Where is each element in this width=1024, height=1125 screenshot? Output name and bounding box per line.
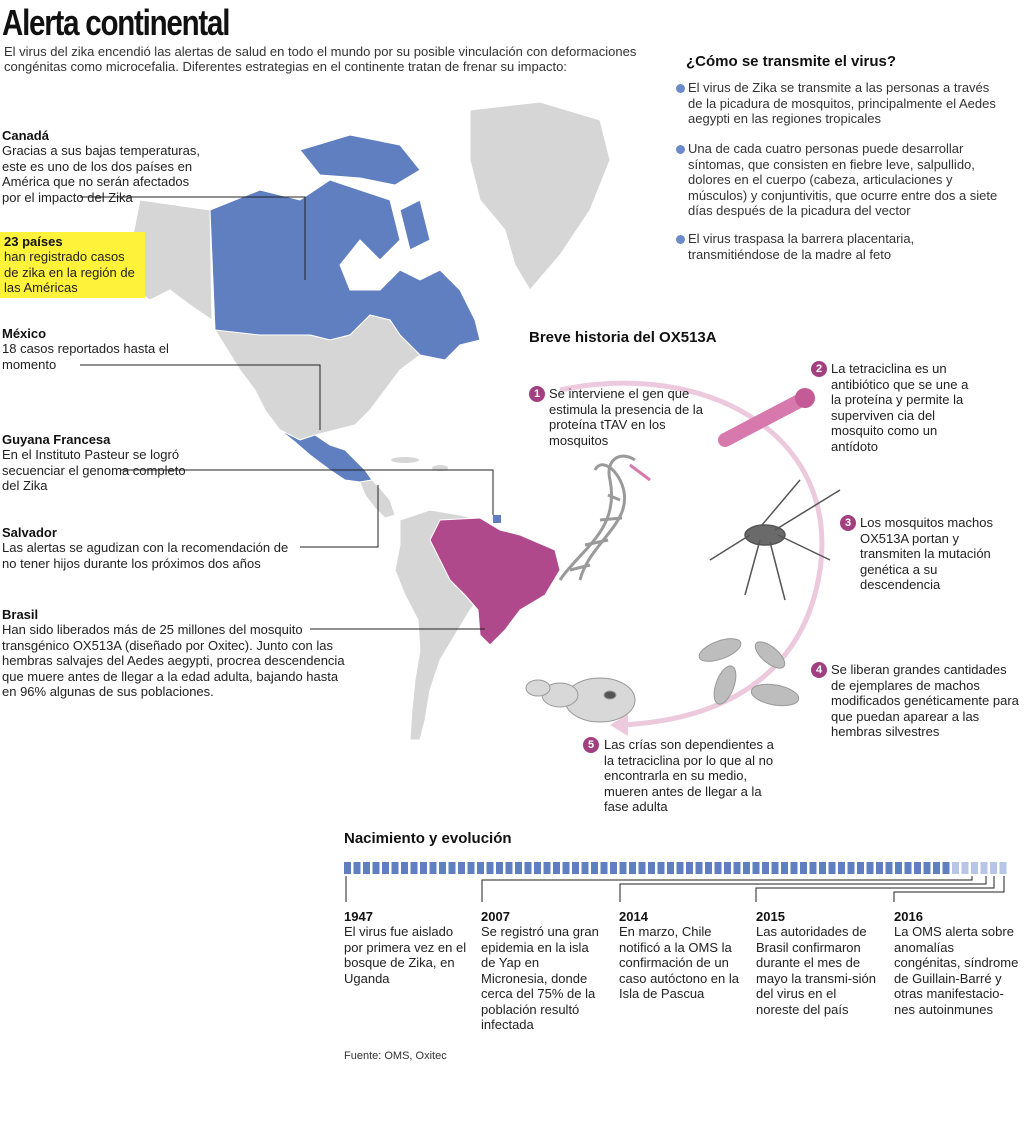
timeline-tick (886, 862, 893, 874)
canada-shape (210, 180, 480, 360)
timeline-tick (677, 862, 684, 874)
timeline-tick (534, 862, 541, 874)
timeline-tick (753, 862, 760, 874)
bullet-dot-icon (676, 235, 685, 244)
timeline-tick (420, 862, 427, 874)
timeline-tick (354, 862, 361, 874)
timeline-year: 2016 (894, 909, 923, 924)
timeline-tick (952, 862, 959, 874)
timeline-tick (506, 862, 513, 874)
timeline-tick (430, 862, 437, 874)
timeline-tick (458, 862, 465, 874)
source-note: Fuente: OMS, Oxitec (344, 1050, 447, 1062)
timeline-tick (867, 862, 874, 874)
timeline-tick (724, 862, 731, 874)
step-4-text: Se liberan grandes cantidades de ejemplares de machos modificados genéticamente para que puedan aparear a las hembras silvestres (831, 662, 1019, 739)
timeline-year: 2007 (481, 909, 510, 924)
intro-text: El virus del zika encendió las alertas de salud en todo el mundo por su posible vinculación con deformaciones congénitas como microcefalia. Diferentes estrategias en el continente tratan de frenar su impacto: (4, 44, 637, 74)
note-mexico-title: México (2, 326, 47, 341)
timeline-tick (762, 862, 769, 874)
note-highlight (0, 232, 145, 298)
timeline-tick (962, 862, 969, 874)
timeline-tick (943, 862, 950, 874)
timeline-tick (610, 862, 617, 874)
timeline-tick (895, 862, 902, 874)
timeline-tick (933, 862, 940, 874)
note-canada (2, 128, 202, 205)
timeline-event-2015 (756, 909, 881, 1017)
timeline-heading: Nacimiento y evolución (344, 830, 512, 847)
note-salvador (2, 525, 302, 571)
timeline-text: Las autoridades de Brasil confirmaron durante el mes de mayo la transmi-sión del virus en el noreste del país (756, 924, 876, 1017)
greenland-shape (470, 102, 610, 290)
arctic-islands-2 (400, 200, 430, 250)
timeline-tick (696, 862, 703, 874)
step-2-badge: 2 (811, 361, 827, 377)
timeline-tick (743, 862, 750, 874)
timeline-tick (563, 862, 570, 874)
timeline-event-2007 (481, 909, 606, 1033)
timeline-year: 2014 (619, 909, 648, 924)
note-brasil-text: Han sido liberados más de 25 millones del mosquito transgénico OX513A (diseñado por Oxitec). Junto con las hembras salvajes del Aedes aegypti, procrea descendencia que muere antes de llegar a la edad adulta, bajando hasta en 96% algunas de sus poblaciones. (2, 622, 345, 699)
timeline-tick (848, 862, 855, 874)
timeline-tick (487, 862, 494, 874)
step-2-text: La tetraciclina es un antibiótico que se une a la proteína y permite la superviven cia del mosquito como un antídoto (831, 361, 969, 454)
timeline-tick (620, 862, 627, 874)
timeline-tick (705, 862, 712, 874)
timeline-tick (544, 862, 551, 874)
note-canada-title: Canadá (2, 128, 49, 143)
note-mexico-text: 18 casos reportados hasta el momento (2, 341, 169, 372)
timeline-bar (344, 862, 1014, 912)
timeline-tick (971, 862, 978, 874)
transmission-heading: ¿Cómo se transmite el virus? (686, 53, 897, 70)
timeline-tick (924, 862, 931, 874)
bullet-dot-icon (676, 145, 685, 154)
timeline-ticks (344, 862, 1007, 874)
timeline-tick (344, 862, 351, 874)
timeline-tick (667, 862, 674, 874)
timeline-tick (819, 862, 826, 874)
transmission-item-2 (676, 141, 1006, 219)
timeline-tick (715, 862, 722, 874)
timeline-text: La OMS alerta sobre anomalías congénitas, síndrome de Guillain-Barré y otras manifestacio-nes autoinmunes (894, 924, 1019, 1017)
timeline-tick (439, 862, 446, 874)
timeline-tick (857, 862, 864, 874)
timeline-tick (591, 862, 598, 874)
timeline-tick (905, 862, 912, 874)
history-heading: Breve historia del OX513A (529, 329, 717, 346)
timeline-tick (648, 862, 655, 874)
timeline-tick (525, 862, 532, 874)
timeline-tick (990, 862, 997, 874)
note-guyana-text: En el Instituto Pasteur se logró secuenciar el genoma completo del Zika (2, 447, 186, 493)
timeline-tick (601, 862, 608, 874)
note-salvador-title: Salvador (2, 525, 57, 540)
page-title: Alerta continental (2, 2, 230, 43)
arctic-islands (300, 135, 420, 185)
transmission-item-text: El virus traspasa la barrera placentaria, transmitiéndose de la madre al feto (688, 231, 915, 262)
timeline-year: 2015 (756, 909, 785, 924)
timeline-tick (468, 862, 475, 874)
mexico-shape (280, 430, 372, 482)
step-1-text: Se interviene el gen que estimula la presencia de la proteína tTAV en los mosquitos (549, 386, 703, 448)
timeline-tick (781, 862, 788, 874)
timeline-tick (582, 862, 589, 874)
timeline-tick (772, 862, 779, 874)
note-highlight-text: han registrado casos de zika en la región de las Américas (4, 249, 135, 295)
timeline-tick (829, 862, 836, 874)
transmission-item-text: Una de cada cuatro personas puede desarrollar síntomas, que consisten en fiebre leve, salpullido, dolores en el cuerpo (cabeza, articulaciones y músculos) y conjuntivitis, que ocurre entre dos a siete días después de la picadura del vector (688, 141, 998, 218)
timeline-tick (791, 862, 798, 874)
transmission-item-text: El virus de Zika se transmite a las personas a través de la picadura de mosquitos, principalmente el Aedes aegypti en las regiones tropicales (688, 80, 996, 126)
step-5-badge: 5 (583, 737, 599, 753)
timeline-tick (629, 862, 636, 874)
timeline-tick (639, 862, 646, 874)
larva-icon (526, 678, 635, 722)
timeline-text: Se registró una gran epidemia en la isla de Yap en Micronesia, donde cerca del 75% de la población resultó infectada (481, 924, 599, 1032)
timeline-event-2016 (894, 909, 1019, 1017)
timeline-event-1947 (344, 909, 469, 986)
timeline-tick (363, 862, 370, 874)
step-1-badge: 1 (529, 386, 545, 402)
step-4-badge: 4 (811, 662, 827, 678)
step-3-text: Los mosquitos machos OX513A portan y transmiten la mutación genética a su descendencia (860, 515, 993, 592)
note-brasil (2, 607, 354, 700)
note-mexico (2, 326, 172, 372)
step-3-badge: 3 (840, 515, 856, 531)
timeline-tick (658, 862, 665, 874)
timeline-year: 1947 (344, 909, 373, 924)
step-5-text: Las crías son dependientes a la tetraciclina por lo que al no encontrarla en su medio, mueren antes de llegar a la fase adulta (604, 737, 774, 814)
timeline-tick (515, 862, 522, 874)
timeline-tick (838, 862, 845, 874)
timeline-tick (914, 862, 921, 874)
bullet-dot-icon (676, 84, 685, 93)
note-brasil-title: Brasil (2, 607, 39, 622)
timeline-tick (1000, 862, 1007, 874)
timeline-text: El virus fue aislado por primera vez en el bosque de Zika, en Uganda (344, 924, 467, 986)
timeline-tick (800, 862, 807, 874)
timeline-tick (477, 862, 484, 874)
timeline-tick (686, 862, 693, 874)
timeline-tick (981, 862, 988, 874)
dna-icon (560, 456, 635, 580)
timeline-tick (553, 862, 560, 874)
timeline-tick (401, 862, 408, 874)
transmission-item-1 (676, 80, 1006, 127)
note-salvador-text: Las alertas se agudizan con la recomendación de no tener hijos durante los próximos dos años (2, 540, 289, 571)
timeline-event-2014 (619, 909, 744, 1002)
note-highlight-title: 23 países (4, 234, 63, 249)
eggs-icon (696, 634, 800, 709)
timeline-tick (392, 862, 399, 874)
timeline-tick (876, 862, 883, 874)
note-guyana (2, 432, 202, 494)
timeline-tick (572, 862, 579, 874)
timeline-tick (382, 862, 389, 874)
timeline-tick (373, 862, 380, 874)
timeline-tick (411, 862, 418, 874)
note-canada-text: Gracias a sus bajas temperaturas, este es uno de los dos países en América que no serán afectados por el impacto del Zika (2, 143, 200, 205)
timeline-text: En marzo, Chile notificó a la OMS la confirmación de un caso autóctono en la Isla de Pascua (619, 924, 739, 1001)
transmission-item-3 (676, 231, 1006, 262)
timeline-tick (496, 862, 503, 874)
timeline-tick (810, 862, 817, 874)
note-guyana-title: Guyana Francesa (2, 432, 111, 447)
timeline-tick (734, 862, 741, 874)
timeline-tick (449, 862, 456, 874)
